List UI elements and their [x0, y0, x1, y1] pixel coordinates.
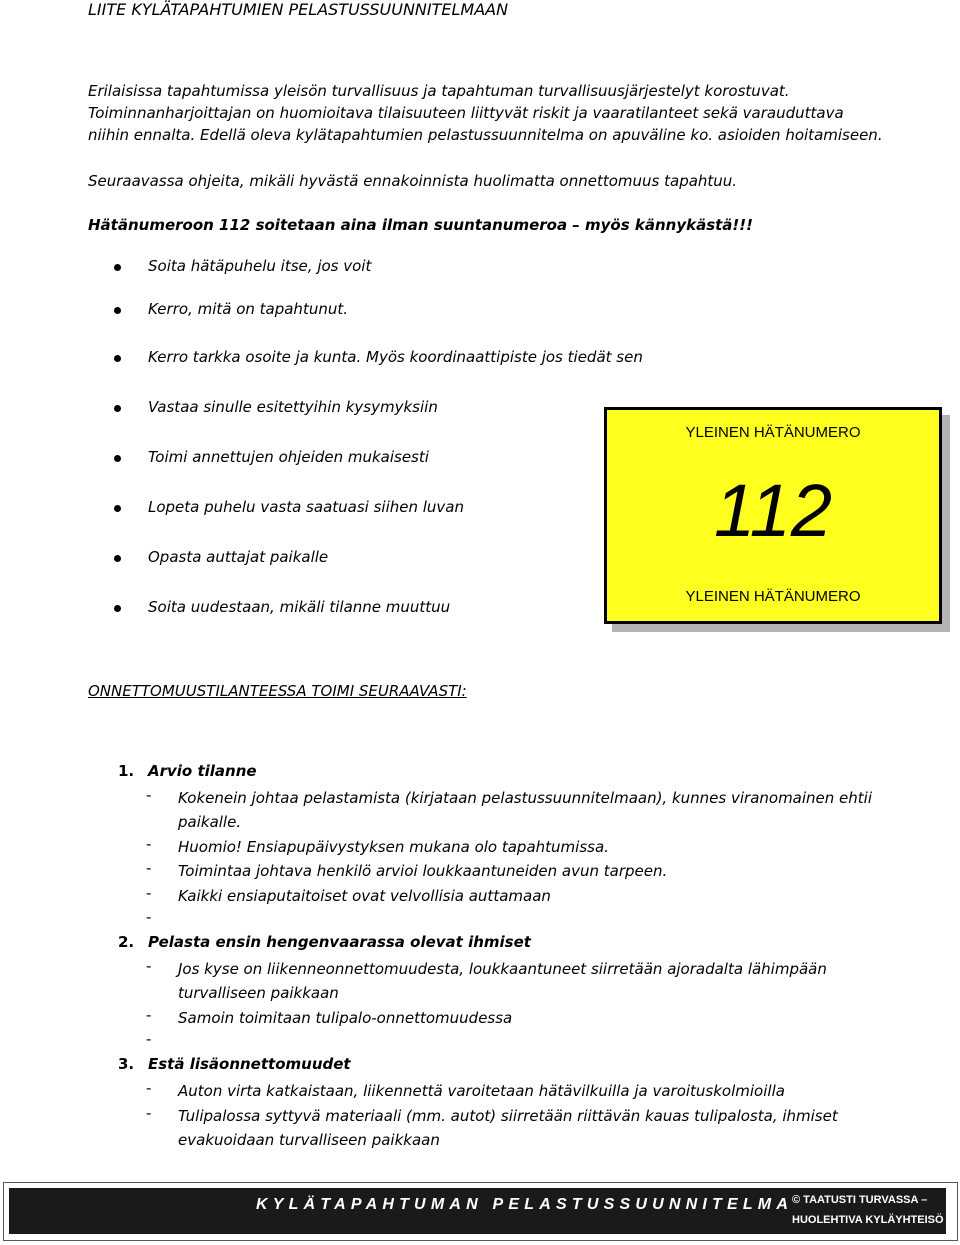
bullet-dot-icon: [114, 505, 121, 512]
bullet-dot-icon: [114, 355, 121, 362]
emergency-note: Hätänumeroon 112 soitetaan aina ilman suuntanumeroa – myös kännykästä!!!: [88, 216, 753, 234]
dash-marker: -: [146, 1079, 152, 1097]
intro-line: Toiminnanharjoittajan on huomioitava tilaisuuteen liittyvät riskit ja vaaratilanteet sekä varauduttava: [88, 104, 844, 122]
step-item-text: Tulipalossa syttyvä materiaali (mm. autot) siirretään riittävän kauas tulipalosta, ihmiset: [178, 1107, 838, 1125]
bullet-dot-icon: [114, 555, 121, 562]
intro-line: niihin ennalta. Edellä oleva kylätapahtumien pelastussuunnitelma on apuväline ko. asioiden hoitamiseen.: [88, 126, 883, 144]
footer-title: KYLÄTAPAHTUMAN PELASTUSSUUNNITELMA: [256, 1196, 794, 1213]
intro-line: Seuraavassa ohjeita, mikäli hyvästä ennakoinnista huolimatta onnettomuus tapahtuu.: [88, 172, 738, 190]
bullet-text: Lopeta puhelu vasta saatuasi siihen luvan: [148, 498, 464, 516]
bullet-dot-icon: [114, 605, 121, 612]
callout-bottom-label: YLEINEN HÄTÄNUMERO: [685, 588, 861, 605]
step-item-text: evakuoidaan turvalliseen paikkaan: [178, 1131, 440, 1149]
page-header: LIITE KYLÄTAPAHTUMIEN PELASTUSSUUNNITELMAAN: [88, 0, 509, 19]
bullet-text: Opasta auttajat paikalle: [148, 548, 329, 566]
dash-marker: -: [146, 908, 152, 926]
dash-marker: -: [146, 786, 152, 804]
callout-top-label: YLEINEN HÄTÄNUMERO: [685, 424, 861, 441]
step-item-text: Kokenein johtaa pelastamista (kirjataan pelastussuunnitelmaan), kunnes viranomainen ehtii: [178, 789, 873, 807]
dash-marker: -: [146, 884, 152, 902]
step-number: 1.: [118, 762, 135, 780]
step-title: Arvio tilanne: [148, 762, 257, 780]
section-title: ONNETTOMUUSTILANTEESSA TOIMI SEURAAVASTI:: [88, 682, 467, 700]
bullet-text: Soita hätäpuhelu itse, jos voit: [148, 257, 372, 275]
bullet-text: Soita uudestaan, mikäli tilanne muuttuu: [148, 598, 451, 616]
step-title: Estä lisäonnettomuudet: [148, 1055, 351, 1073]
bullet-text: Toimi annettujen ohjeiden mukaisesti: [148, 448, 429, 466]
bullet-dot-icon: [114, 455, 121, 462]
intro-line: Erilaisissa tapahtumissa yleisön turvallisuus ja tapahtuman turvallisuusjärjestelyt korostuvat.: [88, 82, 790, 100]
bullet-text: Vastaa sinulle esitettyihin kysymyksiin: [148, 398, 438, 416]
footer-copyright: © TAATUSTI TURVASSA –: [792, 1194, 928, 1206]
bullet-text: Kerro, mitä on tapahtunut.: [148, 300, 348, 318]
bullet-dot-icon: [114, 264, 121, 271]
step-title: Pelasta ensin hengenvaarassa olevat ihmiset: [148, 933, 531, 951]
callout-number: 112: [714, 469, 832, 552]
step-number: 2.: [118, 933, 135, 951]
step-item-text: Huomio! Ensiapupäivystyksen mukana olo tapahtumissa.: [178, 838, 609, 856]
step-item-text: paikalle.: [178, 813, 242, 831]
step-number: 3.: [118, 1055, 135, 1073]
step-item-text: Kaikki ensiaputaitoiset ovat velvollisia auttamaan: [178, 887, 551, 905]
dash-marker: -: [146, 1006, 152, 1024]
step-item-text: turvalliseen paikkaan: [178, 984, 339, 1002]
bullet-dot-icon: [114, 307, 121, 314]
emergency-number-callout: [604, 407, 942, 624]
dash-marker: -: [146, 859, 152, 877]
step-item-text: Jos kyse on liikenneonnettomuudesta, loukkaantuneet siirretään ajoradalta lähimpään: [178, 960, 827, 978]
footer-copyright: HUOLEHTIVA KYLÄYHTEISÖ: [792, 1214, 944, 1226]
dash-marker: -: [146, 1030, 152, 1048]
step-item-text: Samoin toimitaan tulipalo-onnettomuudessa: [178, 1009, 513, 1027]
dash-marker: -: [146, 957, 152, 975]
dash-marker: -: [146, 1104, 152, 1122]
dash-marker: -: [146, 835, 152, 853]
bullet-dot-icon: [114, 405, 121, 412]
step-item-text: Auton virta katkaistaan, liikennettä varoitetaan hätävilkuilla ja varoituskolmioilla: [178, 1082, 785, 1100]
step-item-text: Toimintaa johtava henkilö arvioi loukkaantuneiden avun tarpeen.: [178, 862, 668, 880]
bullet-text: Kerro tarkka osoite ja kunta. Myös koordinaattipiste jos tiedät sen: [148, 348, 643, 366]
